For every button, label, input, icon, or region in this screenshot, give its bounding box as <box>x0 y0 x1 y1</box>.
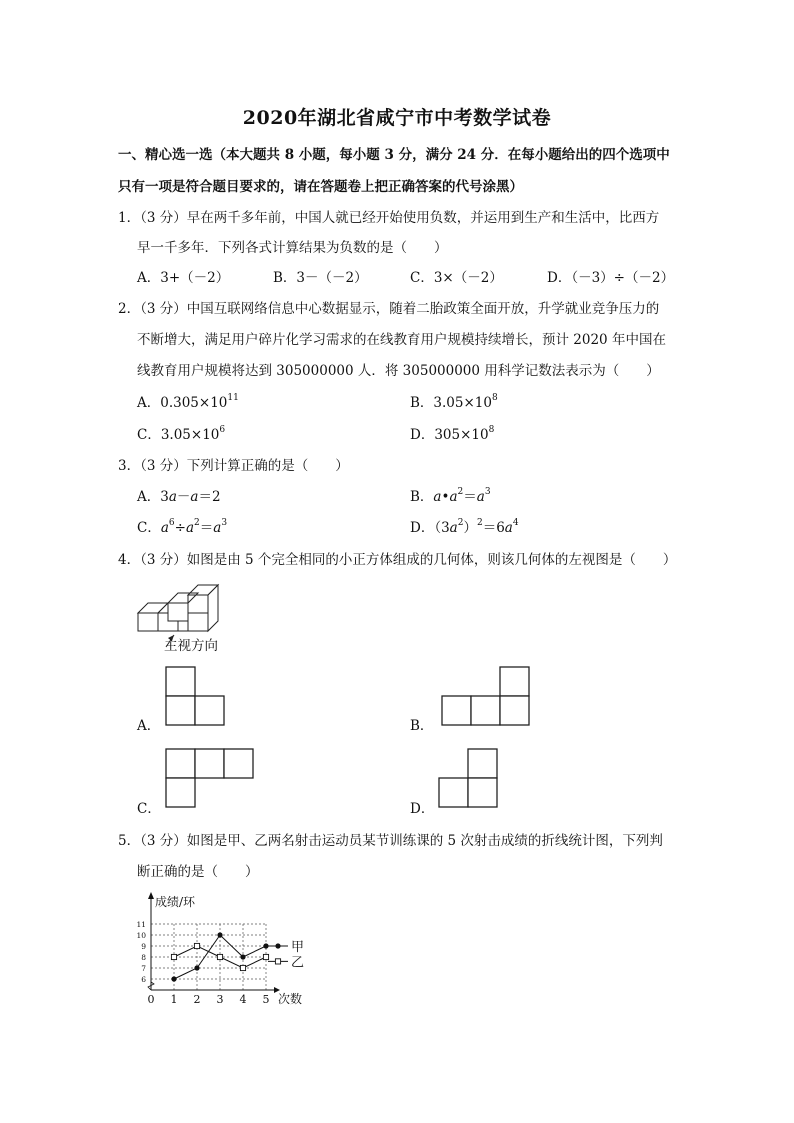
q3-option-a: A．3a－a＝2 <box>137 489 221 505</box>
series-point-2 <box>263 954 268 959</box>
series-point-1 <box>263 943 268 948</box>
section-heading-line1: 一、精心选一选（本大题共 8 小题，每小题 3 分，满分 24 分．在每小题给出的四个选项中 <box>118 147 670 163</box>
y-tick-label: 11 <box>136 920 146 929</box>
q2-option-c: C．$3.05\times 10^6$ <box>137 425 226 443</box>
legend-label-2: 乙 <box>291 955 305 971</box>
series-point-2 <box>217 954 222 959</box>
legend-label-1: 甲 <box>291 940 305 955</box>
series-point-2 <box>240 965 245 970</box>
q1-text-line1: 1．（3 分）早在两千多年前，中国人就已经开始使用负数，并运用到生产和生活中，比西方 <box>118 210 660 226</box>
x-tick-label: 5 <box>262 993 270 1006</box>
q3-option-d: D．$(3a^2)^2=6a^4$ <box>410 518 519 536</box>
x-tick-label: 2 <box>193 993 201 1006</box>
q1-option-d: D．（－3）÷（－2） <box>547 270 675 286</box>
q5-text-line2: 断正确的是（ ） <box>137 864 259 880</box>
x-axis-label: 次数 <box>278 992 303 1006</box>
q4-text-line1: 4．（3 分）如图是由 5 个完全相同的小正方体组成的几何体，则该几何体的左视图是（ ） <box>118 552 677 568</box>
y-tick-label: 10 <box>136 931 146 940</box>
q1-option-c: C．3×（－2） <box>410 270 503 286</box>
q4-option-a-figure <box>165 666 227 726</box>
q1-text-line2: 早一千多年．下列各式计算结果为负数的是（ ） <box>137 240 448 256</box>
y-tick-label: 9 <box>141 942 146 951</box>
series-point-1 <box>171 976 176 981</box>
view-direction-label: 主视方向 <box>164 638 218 654</box>
series-point-2 <box>171 954 176 959</box>
q5-text-line1: 5．（3 分）如图是甲、乙两名射击运动员某节训练课的 5 次射击成绩的折线统计图，下列判 <box>118 833 663 849</box>
q4-option-d-figure <box>438 748 500 808</box>
y-axis-label: 成绩/环 <box>155 895 196 909</box>
section-heading-line2: 只有一项是符合题目要求的，请在答题卷上把正确答案的代号涂黑） <box>118 179 523 195</box>
q2-text-line1: 2．（3 分）中国互联网络信息中心数据显示，随着二胎政策全面开放，升学就业竞争压力的 <box>118 301 660 317</box>
series-point-1 <box>217 932 222 937</box>
y-tick-label: 8 <box>141 953 146 962</box>
q2-text-line3: 线教育用户规模将达到 305000000 人．将 305000000 用科学记数法表示为（ ） <box>137 363 660 379</box>
x-tick-label: 1 <box>170 993 178 1006</box>
x-tick-label: 0 <box>147 993 155 1006</box>
x-tick-label: 3 <box>216 993 224 1006</box>
q2-option-b: B．$3.05\times 10^8$ <box>410 393 498 411</box>
q4-option-b-label: B． <box>410 718 434 734</box>
q4-option-a-label: A． <box>137 718 161 734</box>
x-tick-label: 4 <box>239 993 247 1006</box>
q2-text-line2: 不断增大，满足用户碎片化学习需求的在线教育用户规模持续增长，预计 2020 年中国在 <box>137 332 666 348</box>
q4-option-d-label: D． <box>410 801 435 817</box>
y-tick-label: 6 <box>141 975 146 984</box>
q3-option-c: C．$a^6\div a^2=a^3$ <box>137 518 228 536</box>
q1-option-b: B．3－（－2） <box>273 270 368 286</box>
q4-option-c-figure <box>165 748 257 808</box>
y-axis-arrow <box>148 892 154 899</box>
q1-option-a: A．3+（－2） <box>137 270 230 286</box>
legend-marker-1 <box>275 943 280 948</box>
legend-marker-2 <box>275 959 280 964</box>
q3-text-line1: 3．（3 分）下列计算正确的是（ ） <box>118 458 349 474</box>
series-point-1 <box>194 965 199 970</box>
score-line-chart <box>130 890 330 1010</box>
q4-option-b-figure <box>441 666 533 726</box>
q2-option-d: D．$305\times 10^8$ <box>410 425 495 443</box>
q2-option-a: A．$0.305\times 10^{11}$ <box>137 393 239 411</box>
q3-option-b: B．$a•a^2=a^3$ <box>410 487 491 505</box>
series-point-1 <box>240 954 245 959</box>
series-point-2 <box>194 943 199 948</box>
page-title: 2020年湖北省咸宁市中考数学试卷 <box>242 107 552 129</box>
y-tick-label: 7 <box>141 964 146 973</box>
q4-option-c-label: C． <box>137 801 161 817</box>
